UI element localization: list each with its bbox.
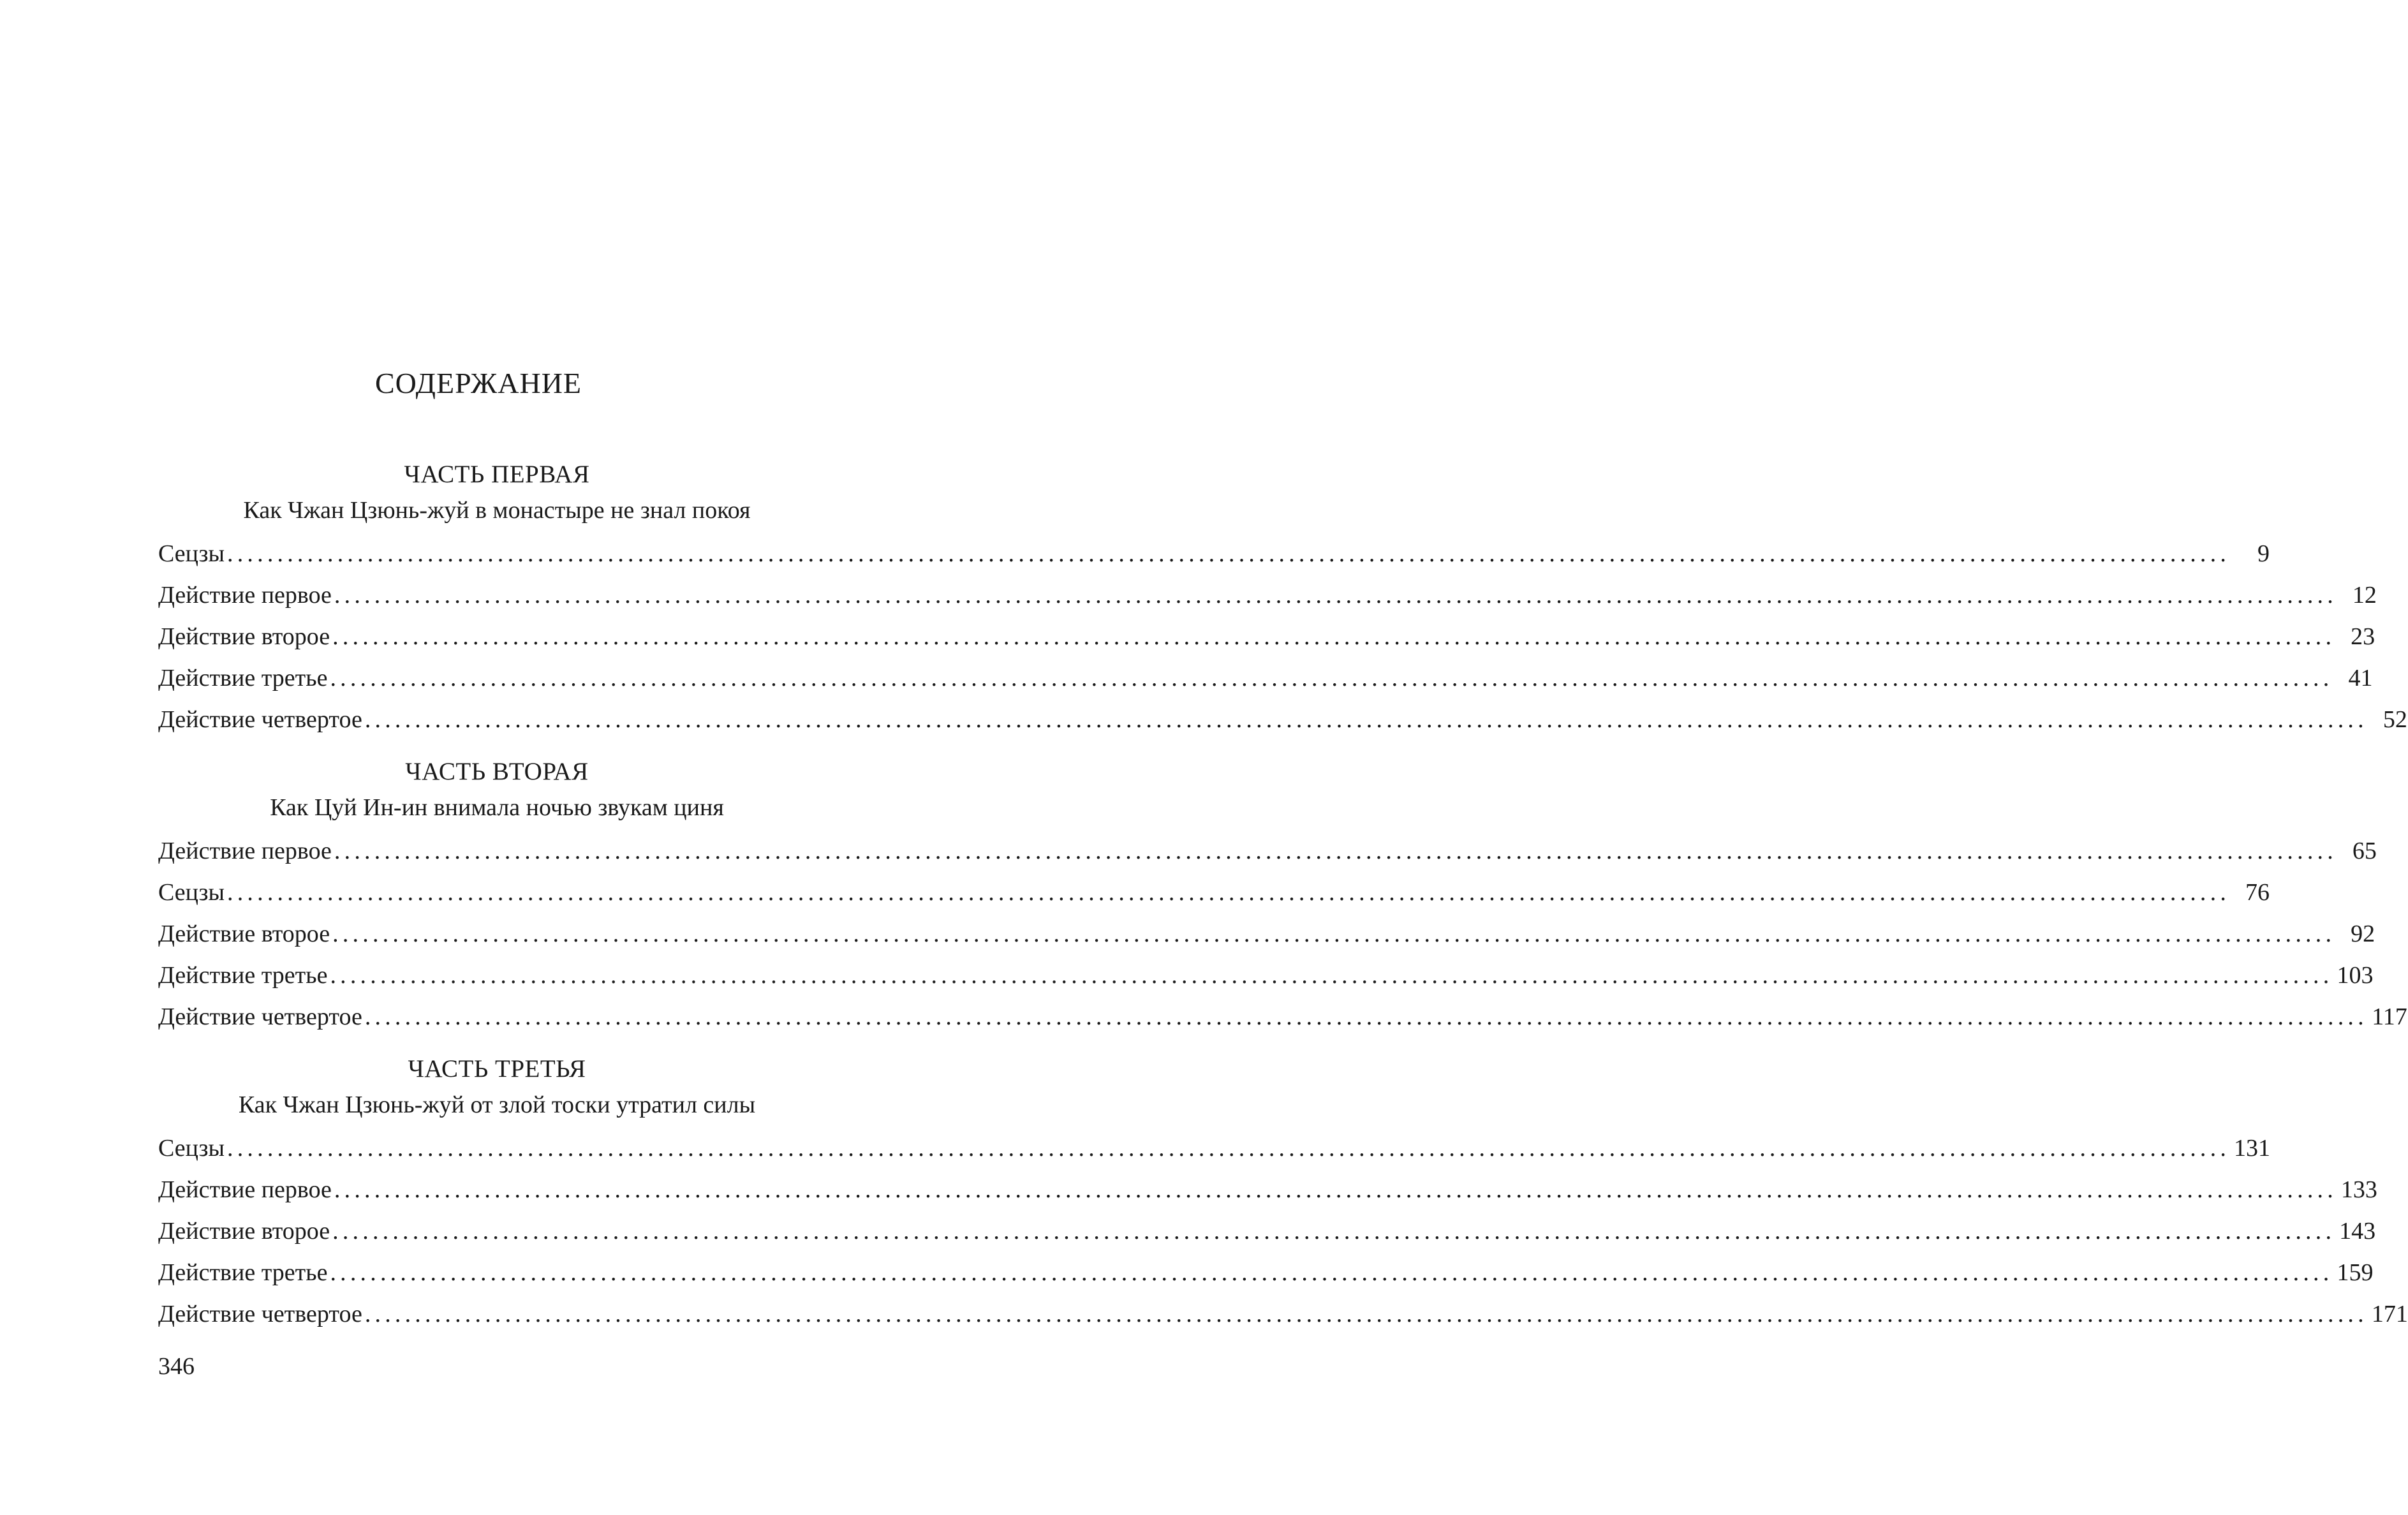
toc-entry-page: 52 [2382,706,2407,733]
dot-leader: ........................................................................................................................................................................................................ [334,582,2337,609]
part-heading: ЧАСТЬ ТРЕТЬЯ [408,1055,586,1083]
part-heading: ЧАСТЬ ВТОРАЯ [405,758,589,785]
toc-entry-page: 117 [2372,1003,2407,1030]
toc-entry-page: 131 [2234,1135,2271,1162]
dot-leader: ........................................................................................................................................................................................................ [332,623,2336,650]
toc-entry-list [158,832,2407,1039]
toc-entry-label: Действие второе [158,1218,330,1245]
toc-entry[interactable] [158,1129,2271,1171]
toc-entry-label: Действие четвертое [158,1301,362,1327]
toc-entry[interactable] [158,915,2375,956]
toc-entry-page: 41 [2348,665,2373,691]
toc-entry-label: Действие второе [158,623,330,650]
page-number: 346 [158,1353,195,1380]
toc-entry-page: 103 [2337,962,2374,989]
toc-entry-label: Действие третье [158,665,328,691]
toc-entry[interactable] [158,998,2407,1039]
toc-entry-label: Действие четвертое [158,706,362,733]
toc-entry-page: 92 [2351,920,2375,947]
toc-entry[interactable] [158,956,2374,998]
dot-leader: ........................................................................................................................................................................................................ [227,540,2231,567]
toc-entry-label: Сецзы [158,1135,225,1162]
page-title: СОДЕРЖАНИЕ [374,367,582,399]
toc-entry[interactable] [158,1253,2374,1295]
toc-entry-page: 9 [2257,540,2270,567]
dot-leader: ........................................................................................................................................................................................................ [334,838,2337,864]
part-subtitle: Как Цуй Ин-ин внимала ночью звукам циня [270,794,724,821]
toc-entry-label: Действие третье [158,962,328,989]
toc-entry-page: 171 [2371,1301,2408,1327]
toc-entry-list [158,535,2407,742]
toc-entry-page: 12 [2352,582,2377,609]
toc-entry-page: 23 [2351,623,2375,650]
toc-entry[interactable] [158,535,2270,576]
part-subtitle: Как Чжан Цзюнь-жуй от злой тоски утратил силы [238,1091,756,1118]
toc-part-2 [158,757,2407,1039]
toc-entry[interactable] [158,1171,2377,1212]
toc-entry[interactable] [158,832,2377,873]
dot-leader: ........................................................................................................................................................................................................ [332,920,2336,947]
toc-entry[interactable] [158,873,2270,915]
toc-entry[interactable] [158,700,2407,742]
dot-leader: ........................................................................................................................................................................................................ [330,1259,2333,1286]
part-subtitle: Как Чжан Цзюнь-жуй в монастыре не знал покоя [243,497,751,524]
toc-entry[interactable] [158,1295,2408,1336]
toc-entry-label: Действие первое [158,1176,332,1203]
toc-entry[interactable] [158,659,2373,700]
toc-entry[interactable] [158,617,2375,659]
toc-entry-label: Действие второе [158,920,330,947]
dot-leader: ........................................................................................................................................................................................................ [364,706,2368,733]
toc-entry-page: 65 [2352,838,2377,864]
toc-entry-page: 76 [2245,879,2270,906]
toc-entry-page: 133 [2340,1176,2377,1203]
toc-entry-label: Действие первое [158,582,332,609]
dot-leader: ........................................................................................................................................................................................................ [330,962,2333,989]
toc-entry-label: Действие третье [158,1259,328,1286]
part-heading: ЧАСТЬ ПЕРВАЯ [404,461,590,488]
dot-leader: ........................................................................................................................................................................................................ [227,1135,2231,1162]
toc-entry-page: 159 [2337,1259,2374,1286]
dot-leader: ........................................................................................................................................................................................................ [332,1218,2336,1245]
toc-entry-list [158,1129,2408,1336]
dot-leader: ........................................................................................................................................................................................................ [364,1301,2368,1327]
dot-leader: ........................................................................................................................................................................................................ [364,1003,2368,1030]
toc-entry[interactable] [158,576,2377,617]
toc-entry-label: Сецзы [158,879,225,906]
dot-leader: ........................................................................................................................................................................................................ [227,879,2231,906]
toc-entry[interactable] [158,1212,2376,1253]
toc-part-3 [158,1054,2408,1336]
toc-entry-label: Сецзы [158,540,225,567]
dot-leader: ........................................................................................................................................................................................................ [330,665,2333,691]
toc-part-1 [158,459,2407,742]
toc-entry-label: Действие четвертое [158,1003,362,1030]
dot-leader: ........................................................................................................................................................................................................ [334,1176,2337,1203]
toc-entry-label: Действие первое [158,838,332,864]
toc-entry-page: 143 [2339,1218,2376,1245]
